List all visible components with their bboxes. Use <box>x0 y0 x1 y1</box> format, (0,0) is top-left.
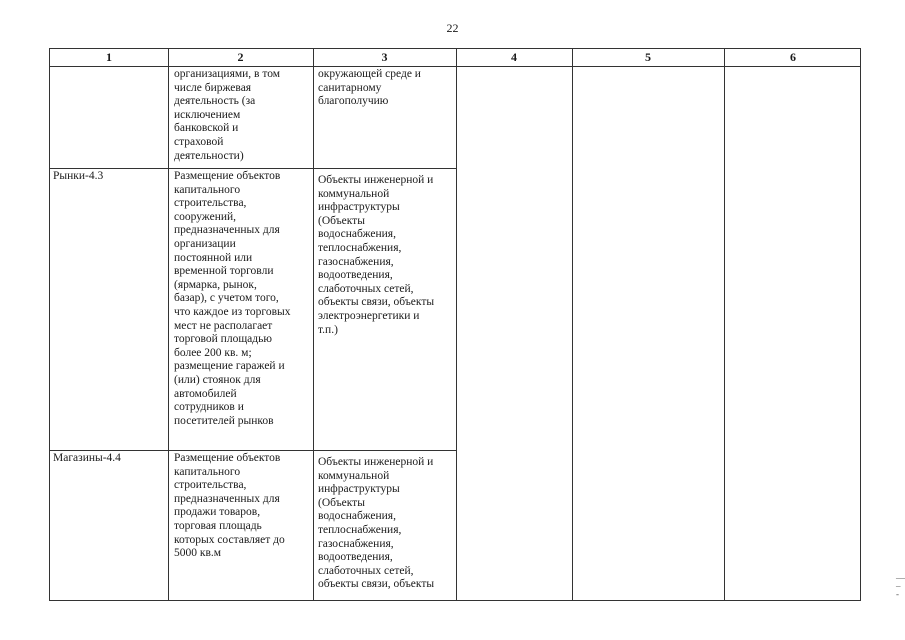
margin-scan-mark: — – - <box>896 573 905 599</box>
row-3-use-type: Магазины-4.4 <box>53 452 121 464</box>
column-divider <box>168 49 169 601</box>
row-3-auxiliary-uses: Объекты инженерной и коммунальной инфраструктуры (Объекты водоснабжения, теплоснабжения, газоснабжения, водоотведения, слаботочных сетей, объекты связи, объекты <box>318 456 435 591</box>
row-2-use-type: Рынки-4.3 <box>53 170 104 182</box>
row-2-auxiliary-uses: Объекты инженерной и коммунальной инфраструктуры (Объекты водоснабжения, теплоснабжения, газоснабжения, водоотведения, слаботочных сетей, объекты связи, объекты электроэнергетики и т.п.) <box>318 174 435 336</box>
column-divider <box>456 49 457 601</box>
row-3-description: Размещение объектов капитального строительства, предназначенных для продажи товаров, торговая площадь которых составляет до 5000 кв.м <box>174 452 285 560</box>
header-col-6: 6 <box>790 50 796 64</box>
header-divider <box>50 66 861 67</box>
row-divider <box>50 168 456 169</box>
column-divider <box>572 49 573 601</box>
header-col-2: 2 <box>237 50 244 64</box>
row-1-auxiliary-uses: окружающей среде и санитарному благополучию <box>318 68 421 108</box>
column-divider <box>724 49 725 601</box>
row-2-description: Размещение объектов капитального строительства, сооружений, предназначенных для организации постоянной или временной торговли (ярмарка, рынок, базар), с учетом того, что каждое из торговых мест не располагает торговой площадью более 200 кв. м; размещение гаражей и (или) стоянок для автомобилей сотрудников и посетителей рынков <box>174 170 291 427</box>
header-col-4: 4 <box>511 50 517 64</box>
row-1-description: организациями, в том числе биржевая деятельность (за исключением банковской и страховой деятельности) <box>174 68 281 162</box>
header-col-3: 3 <box>381 50 388 64</box>
page-number: 22 <box>446 21 459 35</box>
land-use-table <box>49 48 861 601</box>
row-divider <box>50 450 456 451</box>
column-divider <box>313 49 314 601</box>
header-col-5: 5 <box>645 50 651 64</box>
header-col-1: 1 <box>106 50 112 64</box>
